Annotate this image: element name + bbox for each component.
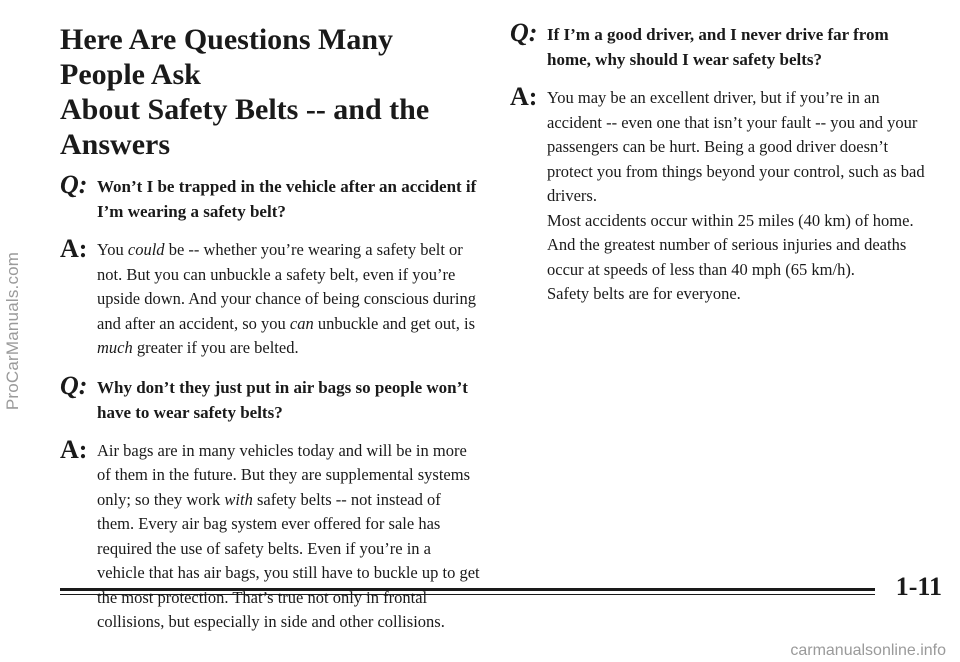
answer-1-segment: unbuckle and get out, is	[313, 313, 476, 333]
answer-1-emphasis: can	[289, 313, 314, 333]
answer-marker: A:	[60, 434, 88, 464]
answer-1-segment: be -- whether you’re wearing a safety belt or not. But you can unbuckle a safety belt, even if you’re upside down. And your chance of being conscious during and after an accident, so you	[97, 240, 476, 333]
answer-3-paragraph-3: Safety belts are for everyone.	[547, 284, 741, 303]
answer-1	[60, 234, 480, 361]
question-2	[60, 370, 480, 425]
footer-rule-thick	[60, 588, 875, 591]
answer-1-emphasis: much	[97, 338, 133, 357]
heading-line-1: Here Are Questions Many People Ask	[60, 23, 394, 91]
answer-marker: A:	[60, 234, 88, 263]
question-marker: Q:	[60, 370, 88, 400]
question-marker: Q:	[510, 18, 538, 47]
answer-2	[60, 434, 480, 635]
heading-line-2: About Safety Belts -- and the Answers	[60, 93, 430, 161]
bottom-watermark: carmanualsonline.info	[790, 642, 946, 659]
footer-rule-thin	[60, 594, 875, 595]
left-column	[60, 22, 480, 635]
answer-marker: A:	[510, 82, 538, 111]
question-3-text: If I’m a good driver, and I never drive far from home, why should I wear safety belts?	[547, 25, 889, 69]
page-heading	[60, 22, 480, 162]
question-1	[60, 170, 480, 224]
answer-2-emphasis: with	[224, 489, 253, 509]
answer-1-segment: greater if you are belted.	[132, 338, 299, 357]
answer-1-text	[97, 238, 480, 361]
answer-1-emphasis: could	[127, 240, 165, 259]
answer-3	[510, 82, 935, 307]
page-number: 1-11	[895, 572, 942, 601]
answer-3-paragraph-2: Most accidents occur within 25 miles (40 km) of home. And the greatest number of serious injuries and deaths occur at speeds of less than 40 mph (65 km/h).	[547, 210, 914, 279]
answer-2-segment: safety belts -- not instead of them. Every air bag system ever offered for sale has required the use of safety belts. Even if you’re in a vehicle that has air bags, you still have to buckle up to get the most protection. That’s true not only in frontal collisions, but especially in side and other collisions.	[97, 489, 480, 631]
answer-3-paragraph-1: You may be an excellent driver, but if you’re in an accident -- even one that isn’t your fault -- you and your passengers can be hurt. Being a good driver doesn’t protect you from things beyond your control, such as bad drivers.	[547, 88, 925, 205]
side-watermark-text: ProCarManuals.com	[3, 251, 22, 411]
question-2-text: Why don’t they just put in air bags so people won’t have to wear safety belts?	[97, 377, 468, 422]
answer-1-segment: You	[97, 240, 128, 259]
answer-2-text	[97, 439, 480, 635]
question-1-text: Won’t I be trapped in the vehicle after an accident if I’m wearing a safety belt?	[97, 177, 477, 221]
question-3	[510, 18, 935, 72]
side-watermark	[2, 0, 24, 662]
right-column	[510, 18, 935, 307]
question-marker: Q:	[60, 170, 88, 199]
answer-2-segment: Air bags are in many vehicles today and will be in more of them in the future. But they are supplemental systems only; so they work	[97, 440, 470, 509]
